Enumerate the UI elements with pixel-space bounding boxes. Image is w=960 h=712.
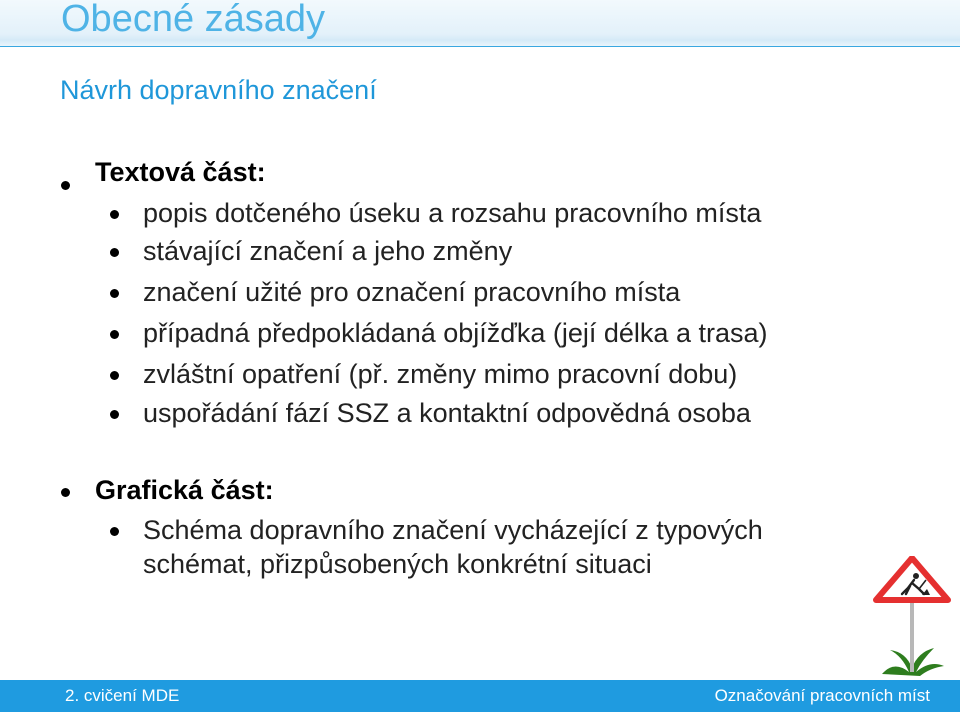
section-label-text: Textová část: — [95, 157, 266, 187]
list-item: případná předpokládaná objížďka (její délka a trasa) — [143, 318, 768, 348]
list-item-continuation: schémat, přizpůsobených konkrétní situaci — [143, 549, 652, 579]
bullet-icon — [110, 248, 119, 257]
footer-right-text: Označování pracovních míst — [714, 686, 930, 705]
bullet-icon — [110, 527, 119, 536]
bullet-icon — [61, 488, 70, 497]
bullet-icon — [110, 410, 119, 419]
bullet-icon — [110, 289, 119, 298]
section-label-graphic: Grafická část: — [95, 475, 274, 505]
list-item: značení užité pro označení pracovního místa — [143, 277, 681, 307]
roadwork-warning-sign-icon — [872, 556, 952, 680]
footer-left-text: 2. cvičení MDE — [65, 686, 180, 705]
list-item: popis dotčeného úseku a rozsahu pracovního místa — [143, 198, 762, 228]
list-item: stávající značení a jeho změny — [143, 236, 513, 266]
list-item: uspořádání fází SSZ a kontaktní odpovědná osoba — [143, 398, 751, 428]
list-item: Schéma dopravního značení vycházející z typových — [143, 515, 763, 545]
bullet-icon — [110, 371, 119, 380]
subtitle: Návrh dopravního značení — [60, 75, 377, 105]
bullet-icon — [110, 330, 119, 339]
bullet-icon — [61, 181, 70, 190]
page-title: Obecné zásady — [61, 0, 326, 40]
list-item: zvláštní opatření (př. změny mimo pracovní dobu) — [143, 359, 738, 389]
bullet-icon — [110, 210, 119, 219]
